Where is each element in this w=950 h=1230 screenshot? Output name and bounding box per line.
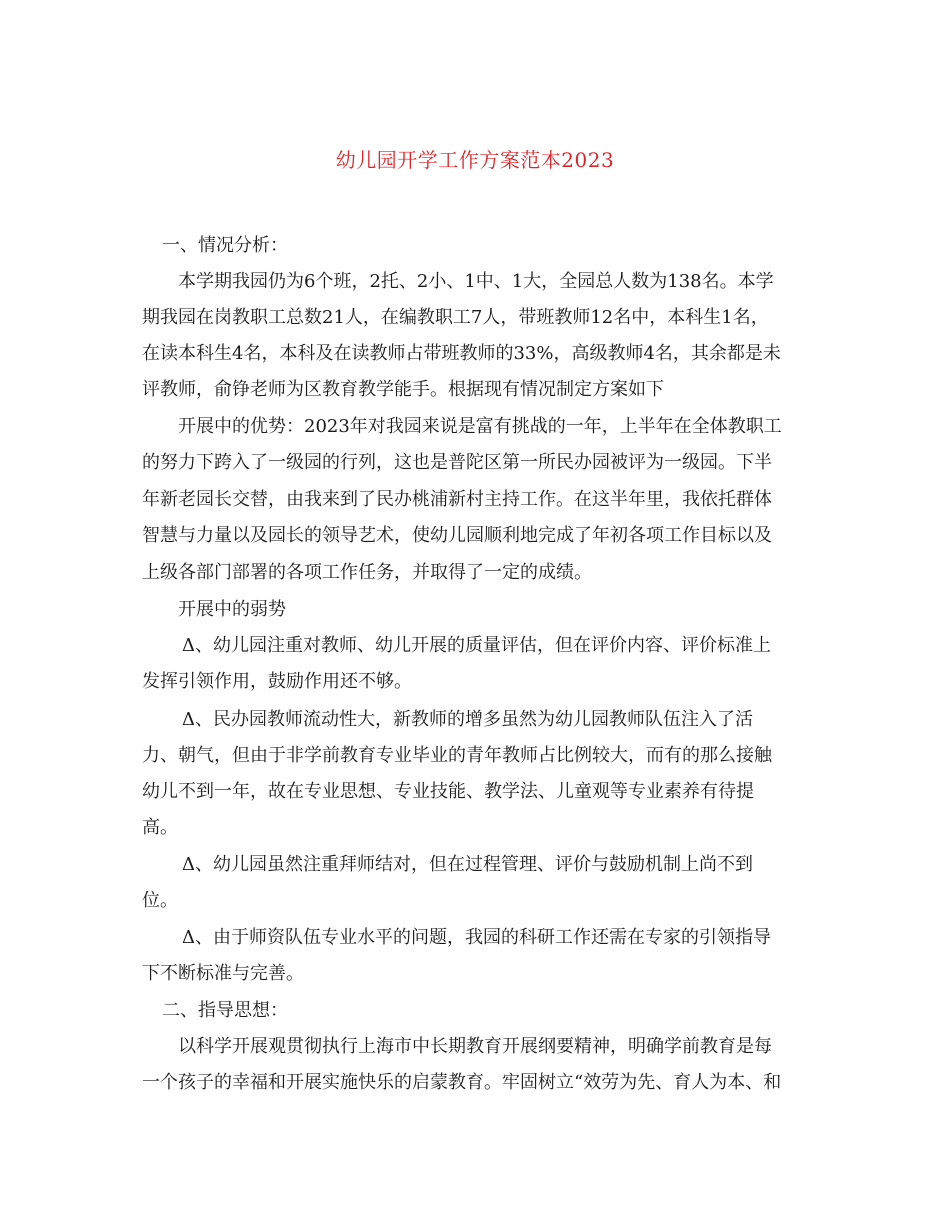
paragraph-line: 期我园在岗教职工总数21人，在编教职工7人，带班教师12名中，本科生1名，	[142, 307, 769, 328]
paragraph-line: 上级各部门部署的各项工作任务，并取得了一定的成绩。	[142, 562, 592, 583]
paragraph-line: 一个孩子的幸福和开展实施快乐的启蒙教育。牢固树立“效劳为先、育人为本、和	[142, 1072, 782, 1093]
paragraph-line: 力、朝气，但由于非学前教育专业毕业的青年教师占比例较大，而有的那么接触	[142, 745, 772, 766]
paragraph-line: 幼儿不到一年，故在专业思想、专业技能、教学法、儿童观等专业素养有待提	[142, 781, 754, 802]
paragraph-line: 下不断标准与完善。	[142, 963, 304, 984]
paragraph-line: Δ、幼儿园注重对教师、幼儿开展的质量评估，但在评价内容、评价标准上	[182, 635, 771, 656]
paragraph-line: 以科学开展观贯彻执行上海市中长期教育开展纲要精神，明确学前教育是每	[178, 1036, 772, 1057]
paragraph-line: 年新老园长交替，由我来到了民办桃浦新村主持工作。在这半年里，我依托群体	[142, 489, 772, 510]
section-heading-guiding-thought: 二、指导思想：	[162, 1000, 288, 1021]
paragraph-line: Δ、幼儿园虽然注重拜师结对，但在过程管理、评价与鼓励机制上尚不到	[182, 854, 753, 875]
paragraph-line: 本学期我园仍为6个班，2托、2小、1中、1大，全园总人数为138名。本学	[178, 271, 774, 292]
section-heading-situation: 一、情况分析：	[162, 235, 288, 256]
paragraph-line: 的努力下跨入了一级园的行列，这也是普陀区第一所民办园被评为一级园。下半	[142, 452, 772, 473]
paragraph-line: 智慧与力量以及园长的领导艺术，使幼儿园顺利地完成了年初各项工作目标以及	[142, 525, 772, 546]
paragraph-line: 评教师，俞铮老师为区教育教学能手。根据现有情况制定方案如下	[142, 379, 664, 400]
subheading-weakness: 开展中的弱势	[178, 599, 286, 620]
paragraph-line: 高。	[142, 817, 178, 838]
paragraph-line: 在读本科生4名，本科及在读教师占带班教师的33%，高级教师4名，其余都是未	[142, 343, 781, 364]
paragraph-line: 发挥引领作用，鼓励作用还不够。	[142, 671, 412, 692]
paragraph-line: Δ、民办园教师流动性大，新教师的增多虽然为幼儿园教师队伍注入了活	[182, 709, 753, 730]
document-title: 幼儿园开学工作方案范本2023	[335, 148, 615, 172]
paragraph-line: 位。	[142, 890, 178, 911]
paragraph-line: 开展中的优势：2023年对我园来说是富有挑战的一年，上半年在全体教职工	[178, 416, 782, 437]
paragraph-line: Δ、由于师资队伍专业水平的问题，我园的科研工作还需在专家的引领指导	[182, 927, 771, 948]
